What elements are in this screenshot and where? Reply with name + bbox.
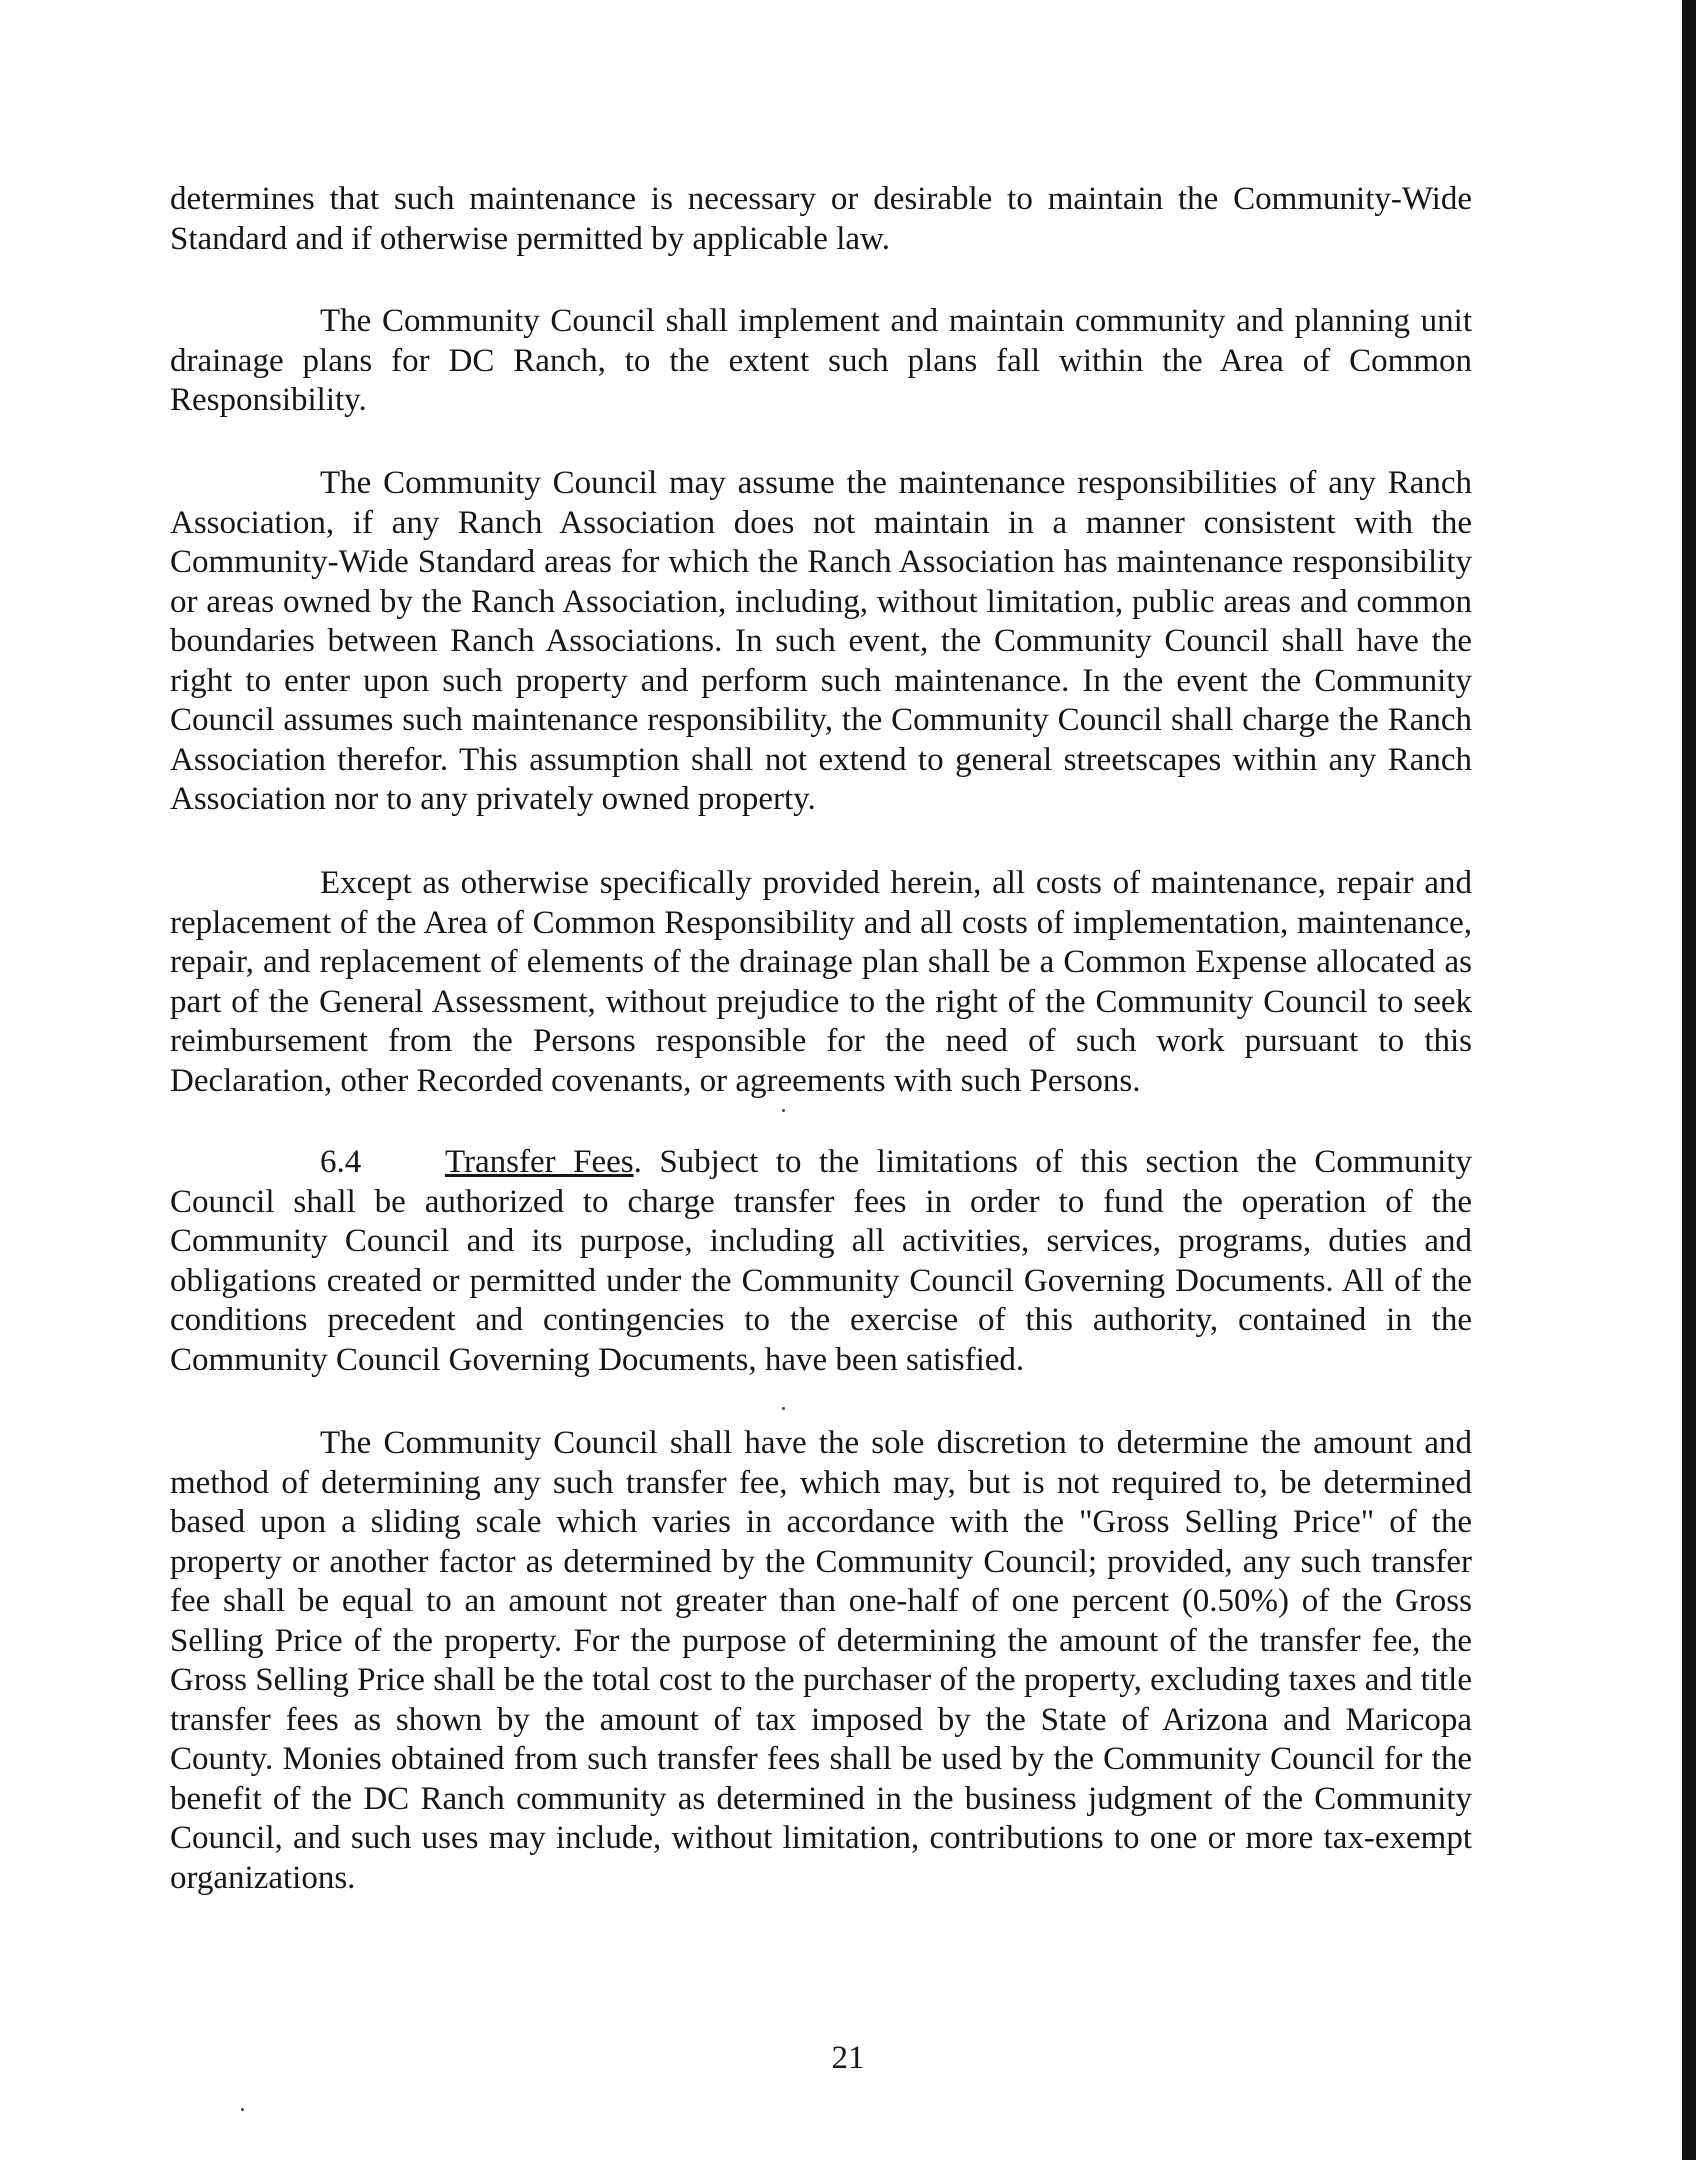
paragraph-section-transfer-fees [170, 1143, 1472, 1380]
paragraph-drainage-plans: The Community Council shall implement and maintain community and planning unit drainage plans for DC Ranch, to the extent such plans fall within the Area of Common Responsibility. [170, 303, 1472, 418]
paragraph-transfer-fee-amount: The Community Council shall have the sole discretion to determine the amount and method of determining any such transfer fee, which may, but is not required to, be determined based upon a sliding scale which varies in accordance with the "Gross Selling Price" of the property or another factor as determined by the Community Council; provided, any such transfer fee shall be equal to an amount not greater than one-half of one percent (0.50%) of the Gross Selling Price of the property. For the purpose of determining the amount of the transfer fee, the Gross Selling Price shall be the total cost to the purchaser of the property, excluding taxes and title transfer fees as shown by the amount of tax imposed by the State of Arizona and Maricopa County. Monies obtained from such transfer fees shall be used by the Community Council for the benefit of the DC Ranch community as determined in the business judgment of the Community Council, and such uses may include, without limitation, contributions to one or more tax-exempt organizations. [170, 1425, 1472, 1896]
scan-edge-border [1682, 0, 1696, 2160]
page-number: 21 [831, 2040, 865, 2076]
section-title: Transfer Fees [445, 1144, 634, 1180]
section-body: Subject to the limitations of this section the Community Council shall be authorized to charge transfer fees in order to fund the operation of the Community Council and its purpose, including all activities, services, programs, duties and obligations created or permitted under the Community Council Governing Documents. All of the conditions precedent and contingencies to the exercise of this authority, contained in the Community Council Governing Documents, have been satisfied. [170, 1144, 1473, 1378]
paragraph-maintenance-costs: Except as otherwise specifically provided herein, all costs of maintenance, repair and replacement of the Area of Common Responsibility and all costs of implementation, maintenance, repair, and replacement of elements of the drainage plan shall be a Common Expense allocated as part of the General Assessment, without prejudice to the right of the Community Council to seek reimbursement from the Persons responsible for the need of such work pursuant to this Declaration, other Recorded covenants, or agreements with such Persons. [170, 865, 1472, 1099]
section-number: 6.4 [320, 1144, 362, 1180]
scan-speck [241, 2108, 244, 2111]
paragraph-continuation: determines that such maintenance is necessary or desirable to maintain the Community-Wide Standard and if otherwise permitted by applicable law. [170, 181, 1472, 257]
section-title-period: . [633, 1144, 642, 1180]
scan-speck [782, 1407, 785, 1410]
paragraph-assume-maintenance: The Community Council may assume the maintenance responsibilities of any Ranch Association, if any Ranch Association does not maintain in a manner consistent with the Community-Wide Standard areas for which the Ranch Association has maintenance responsibility or areas owned by the Ranch Association, including, without limitation, public areas and common boundaries between Ranch Associations. In such event, the Community Council shall have the right to enter upon such property and perform such maintenance. In the event the Community Council assumes such maintenance responsibility, the Community Council shall charge the Ranch Association therefor. This assumption shall not extend to general streetscapes within any Ranch Association nor to any privately owned property. [170, 465, 1472, 817]
scan-speck [782, 1109, 785, 1112]
